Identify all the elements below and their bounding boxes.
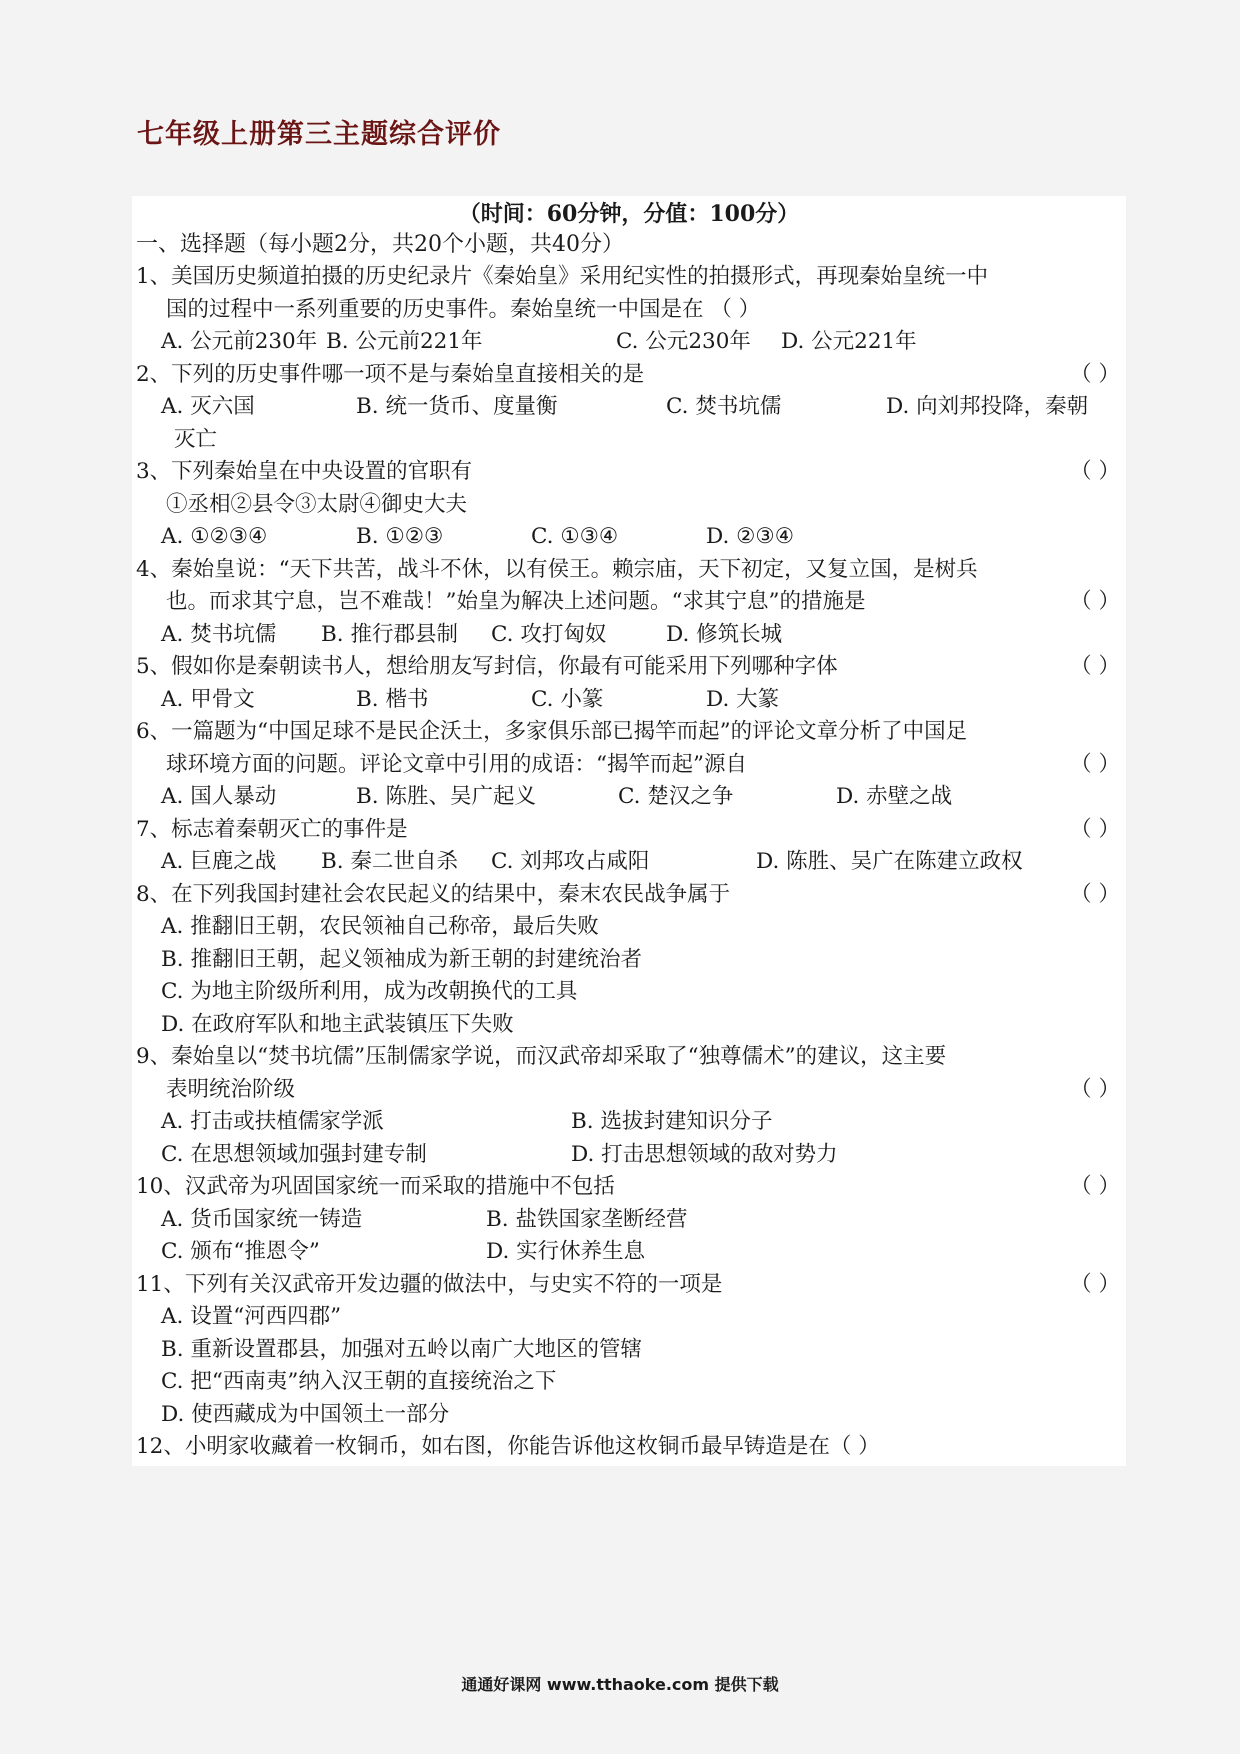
option-d[interactable]: D. 向刘邦投降，秦朝 bbox=[886, 394, 1089, 419]
question-2-option-d-cont: 灭亡 bbox=[174, 426, 218, 452]
option-b[interactable]: B. 楷书 bbox=[356, 686, 429, 712]
question-8-option-d bbox=[136, 1009, 1120, 1042]
option-a[interactable]: A. 打击或扶植儒家学派 bbox=[161, 1109, 384, 1134]
option-b[interactable]: B. 统一货币、度量衡 bbox=[356, 394, 558, 419]
question-1: 1、美国历史频道拍摄的历史纪录片《秦始皇》采用纪实性的拍摄形式，再现秦始皇统一中 bbox=[136, 264, 989, 289]
question-1-options bbox=[136, 326, 1120, 359]
question-2: 2、下列的历史事件哪一项不是与秦始皇直接相关的是 （ ） bbox=[136, 359, 1120, 392]
option-b[interactable]: B. ①②③ bbox=[356, 524, 444, 549]
option-d[interactable]: D. ②③④ bbox=[706, 524, 794, 549]
question-4-line-2: 也。而求其宁息，岂不难哉！”始皇为解决上述问题。“求其宁息”的措施是 （ ） bbox=[136, 586, 1120, 619]
exam-paper bbox=[132, 196, 1126, 1466]
question-11-option-a bbox=[136, 1301, 1120, 1334]
option-b[interactable]: B. 盐铁国家垄断经营 bbox=[486, 1206, 688, 1232]
option-d[interactable]: D. 大篆 bbox=[706, 686, 780, 712]
option-a[interactable]: A. 公元前230年 bbox=[161, 329, 318, 354]
question-10-options-ab bbox=[136, 1204, 1120, 1237]
answer-blank[interactable]: （ ） bbox=[1070, 459, 1120, 484]
question-10: 10、汉武帝为巩固国家统一而采取的措施中不包括 （ ） bbox=[136, 1171, 1120, 1204]
question-9-options-cd bbox=[136, 1139, 1120, 1172]
question-3-line-2: ①丞相②县令③太尉④御史大夫 bbox=[166, 491, 468, 517]
option-b[interactable]: B. 选拔封建知识分子 bbox=[571, 1109, 773, 1134]
option-c[interactable]: C. 为地主阶级所利用，成为改朝换代的工具 bbox=[161, 979, 578, 1004]
option-d[interactable]: D. 陈胜、吴广在陈建立政权 bbox=[756, 849, 1023, 874]
question-9: 9、秦始皇以“焚书坑儒”压制儒家学说，而汉武帝却采取了“独尊儒术”的建议，这主要 bbox=[136, 1044, 947, 1069]
option-a[interactable]: A. 货币国家统一铸造 bbox=[161, 1206, 363, 1232]
option-d[interactable]: D. 打击思想领域的敌对势力 bbox=[571, 1141, 838, 1167]
answer-blank[interactable]: （ ） bbox=[1070, 751, 1120, 777]
question-12: 12、小明家收藏着一枚铜币，如右图，你能告诉他这枚铜币最早铸造是在（ ） bbox=[136, 1434, 880, 1459]
question-8-option-c bbox=[136, 976, 1120, 1009]
option-c[interactable]: C. 焚书坑儒 bbox=[666, 394, 782, 419]
question-3-options bbox=[136, 521, 1120, 554]
option-b[interactable]: B. 秦二世自杀 bbox=[321, 849, 458, 874]
option-b[interactable]: B. 公元前221年 bbox=[326, 329, 483, 354]
option-c[interactable]: C. 刘邦攻占咸阳 bbox=[491, 849, 650, 874]
option-d[interactable]: D. 修筑长城 bbox=[666, 621, 783, 647]
option-b[interactable]: B. 推翻旧王朝，起义领袖成为新王朝的封建统治者 bbox=[161, 946, 642, 972]
option-c[interactable]: C. 攻打匈奴 bbox=[491, 621, 607, 647]
question-4-options bbox=[136, 619, 1120, 652]
page-title: 七年级上册第三主题综合评价 bbox=[137, 119, 501, 150]
option-c[interactable]: C. ①③④ bbox=[531, 524, 619, 549]
question-9-line-2: 表明统治阶级 （ ） bbox=[136, 1074, 1120, 1107]
question-11: 11、下列有关汉武帝开发边疆的做法中，与史实不符的一项是 （ ） bbox=[136, 1269, 1120, 1302]
option-a[interactable]: A. ①②③④ bbox=[161, 524, 268, 549]
answer-blank[interactable]: （ ） bbox=[1070, 1076, 1120, 1102]
question-7: 7、标志着秦朝灭亡的事件是 （ ） bbox=[136, 814, 1120, 847]
question-3: 3、下列秦始皇在中央设置的官职有 （ ） bbox=[136, 456, 1120, 489]
option-a[interactable]: A. 巨鹿之战 bbox=[161, 849, 277, 874]
option-a[interactable]: A. 灭六国 bbox=[161, 394, 255, 419]
footer-credit: 通通好课网 www.tthaoke.com 提供下载 bbox=[461, 1675, 779, 1694]
question-8-option-a bbox=[136, 911, 1120, 944]
question-list bbox=[136, 261, 1120, 1464]
option-d[interactable]: D. 赤壁之战 bbox=[836, 784, 953, 809]
answer-blank[interactable]: （ ） bbox=[1070, 1174, 1120, 1199]
question-11-option-d bbox=[136, 1399, 1120, 1432]
answer-blank[interactable]: （ ） bbox=[1070, 654, 1120, 679]
question-5: 5、假如你是秦朝读书人，想给朋友写封信，你最有可能采用下列哪种字体 （ ） bbox=[136, 651, 1120, 684]
question-4: 4、秦始皇说：“天下共苦，战斗不休，以有侯王。赖宗庙，天下初定，又复立国，是树兵 bbox=[136, 556, 978, 582]
question-2-options bbox=[136, 391, 1120, 424]
option-b[interactable]: B. 推行郡县制 bbox=[321, 621, 458, 647]
option-c[interactable]: C. 公元230年 bbox=[616, 329, 751, 354]
option-d[interactable]: D. 在政府军队和地主武装镇压下失败 bbox=[161, 1011, 514, 1037]
answer-blank[interactable]: （ ） bbox=[1070, 881, 1120, 907]
question-9-options-ab bbox=[136, 1106, 1120, 1139]
question-11-option-c bbox=[136, 1366, 1120, 1399]
question-8-option-b bbox=[136, 944, 1120, 977]
option-b[interactable]: B. 陈胜、吴广起义 bbox=[356, 784, 536, 809]
question-8: 8、在下列我国封建社会农民起义的结果中，秦末农民战争属于 （ ） bbox=[136, 879, 1120, 912]
option-d[interactable]: D. 公元221年 bbox=[781, 329, 917, 354]
question-10-options-cd bbox=[136, 1236, 1120, 1269]
option-d[interactable]: D. 实行休养生息 bbox=[486, 1239, 646, 1264]
question-7-options bbox=[136, 846, 1120, 879]
question-1-line-2: 国的过程中一系列重要的历史事件。秦始皇统一中国是在 （ ） bbox=[166, 296, 761, 322]
question-6: 6、一篇题为“中国足球不是民企沃土，多家俱乐部已揭竿而起”的评论文章分析了中国足 bbox=[136, 719, 968, 744]
question-6-options bbox=[136, 781, 1120, 814]
option-a[interactable]: A. 设置“河西四郡” bbox=[161, 1304, 342, 1329]
answer-blank[interactable]: （ ） bbox=[1070, 589, 1120, 614]
option-b[interactable]: B. 重新设置郡县，加强对五岭以南广大地区的管辖 bbox=[161, 1336, 642, 1362]
option-d[interactable]: D. 使西藏成为中国领土一部分 bbox=[161, 1401, 450, 1427]
option-a[interactable]: A. 焚书坑儒 bbox=[161, 621, 277, 647]
question-5-options bbox=[136, 684, 1120, 717]
option-a[interactable]: A. 甲骨文 bbox=[161, 686, 255, 712]
question-6-line-2: 球环境方面的问题。评论文章中引用的成语：“揭竿而起”源自 （ ） bbox=[136, 749, 1120, 782]
option-a[interactable]: A. 推翻旧王朝，农民领袖自己称帝，最后失败 bbox=[161, 914, 599, 939]
option-c[interactable]: C. 在思想领域加强封建专制 bbox=[161, 1141, 427, 1167]
section-heading: 一、选择题（每小题2分，共20个小题，共40分） bbox=[136, 232, 624, 257]
option-a[interactable]: A. 国人暴动 bbox=[161, 784, 277, 809]
answer-blank[interactable]: （ ） bbox=[1070, 361, 1120, 387]
question-11-option-b bbox=[136, 1334, 1120, 1367]
exam-subtitle: （时间：60分钟，分值：100分） bbox=[458, 201, 800, 227]
option-c[interactable]: C. 颁布“推恩令” bbox=[161, 1239, 320, 1264]
option-c[interactable]: C. 把“西南夷”纳入汉王朝的直接统治之下 bbox=[161, 1369, 557, 1394]
answer-blank[interactable]: （ ） bbox=[1070, 1271, 1120, 1297]
option-c[interactable]: C. 楚汉之争 bbox=[618, 784, 734, 809]
option-c[interactable]: C. 小篆 bbox=[531, 686, 604, 712]
answer-blank[interactable]: （ ） bbox=[1070, 816, 1120, 842]
